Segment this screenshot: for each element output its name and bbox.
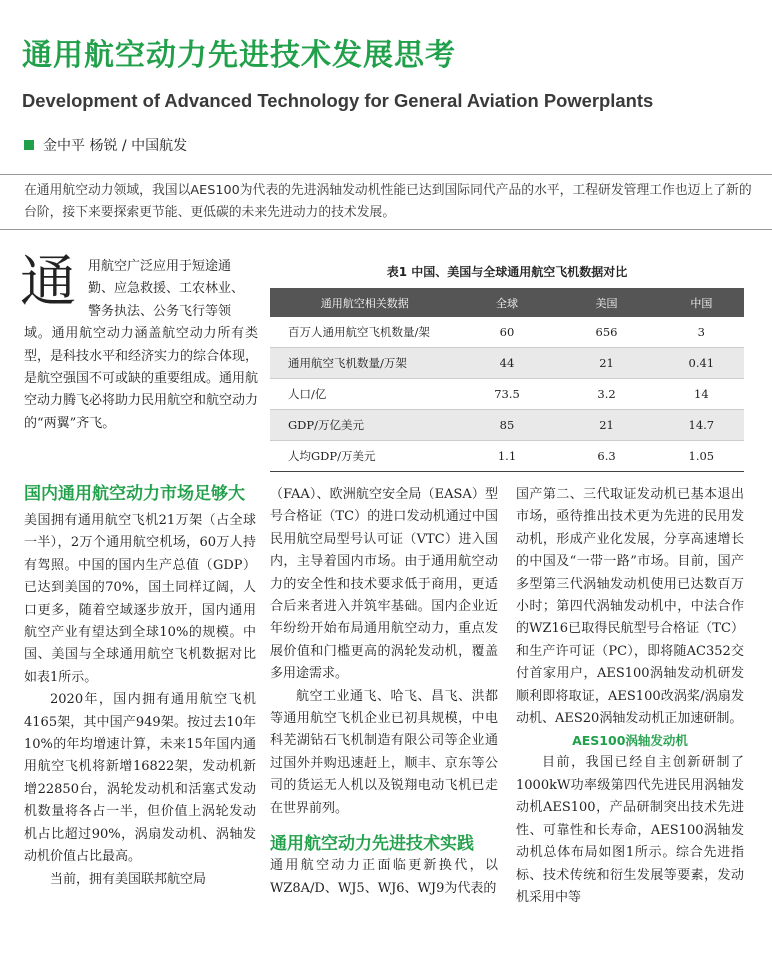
table-cell: GDP/万亿美元: [270, 410, 460, 441]
table-row: [270, 317, 744, 348]
paragraph: 通用航空动力正面临更新换代，以WZ8A/D、WJ5、WJ6、WJ9为代表的: [270, 858, 498, 896]
table-row: [270, 410, 744, 441]
intro-rest: 域。通用航空动力涵盖航空动力所有类型，是科技水平和经济实力的综合体现，是航空强国不可或缺的重要组成。通用航空动力腾飞必将助力民用航空和航空动力的“两翼”齐飞。: [24, 326, 259, 431]
table-cell: 656: [554, 317, 658, 348]
table-header-cell: 全球: [460, 288, 555, 317]
intro-line: 勤、应急救援、工农林业、: [88, 281, 245, 297]
intro-line: 用航空广泛应用于短途通: [88, 259, 232, 274]
table-cell: 1.05: [659, 441, 744, 472]
table-cell: 21: [554, 348, 658, 379]
table-cell: 14.7: [659, 410, 744, 441]
author-line: [24, 135, 187, 155]
table-header-cell: 中国: [659, 288, 744, 317]
column-2: [270, 484, 498, 900]
paragraph: 国产第二、三代取证发动机已基本退出市场，亟待推出技术更为先进的民用发动机，形成产业化发展，分享高速增长的中国及“一带一路”市场。目前，国产多型第三代涡轴发动机使用已达数百万小时；第四代涡轴发动机中，中法合作的WZ16已取得民航型号合格证（TC）和生产许可证（PC），即将随AC352交付首家用户，AES100涡轴发动机研发顺利即将取证，AES100改涡桨/涡扇发动机、AES20涡轴发动机正加速研制。: [516, 487, 744, 727]
table-cell: 1.1: [460, 441, 555, 472]
paragraph: 目前，我国已经自主创新研制了1000kW功率级第四代先进民用涡轴发动机AES100，产品研制突出技术先进性、可靠性和长寿命，AES100涡轴发动机总体布局如图1所示。综合先进指标、技术传统和衍生发展等要素，发动机采用中等: [516, 755, 744, 905]
table-row: [270, 441, 744, 472]
table-header-row: [270, 288, 744, 317]
table-cell: 3: [659, 317, 744, 348]
column-3: [516, 484, 744, 909]
table-cell: 百万人通用航空飞机数量/架: [270, 317, 460, 348]
table-cell: 通用航空飞机数量/万架: [270, 348, 460, 379]
green-square-icon: [24, 140, 34, 150]
intro-paragraph: [24, 256, 258, 435]
table-cell: 60: [460, 317, 555, 348]
subsection-heading-aes100: AES100涡轴发动机: [572, 733, 688, 749]
paragraph: 美国拥有通用航空飞机21万架（占全球一半），2万个通用航空机场，60万人持有驾照。中国的国内生产总值（GDP）已达到美国的70%，国土同样辽阔，人口更多，随着空域逐步放开，国内通用航空产业有望达到全球10%的规模。中国、美国与全球通用航空飞机数据对比如表1所示。: [24, 513, 256, 685]
english-subtitle: Development of Advanced Technology for General Aviation Powerplants: [22, 90, 654, 111]
table-cell: 85: [460, 410, 555, 441]
table-row: [270, 348, 744, 379]
table-header-cell: 通用航空相关数据: [270, 288, 460, 317]
table-cell: 14: [659, 379, 744, 410]
paragraph: （FAA）、欧洲航空安全局（EASA）型号合格证（TC）的进口发动机通过中国民用航空局型号认可证（VTC）进入国内，主导着国内市场。由于通用航空动力的安全性和技术要求低于商用，更适合后来者进入并筑牢基础。国内企业近年纷纷开始布局通用航空动力，重点发展价值和门槛更高的涡轮发动机，覆盖多用途需求。: [270, 487, 498, 682]
table-row: [270, 379, 744, 410]
table-cell: 0.41: [659, 348, 744, 379]
section-heading-practice: 通用航空动力先进技术实践: [270, 834, 474, 855]
paragraph: 航空工业通飞、哈飞、昌飞、洪都等通用航空飞机企业已初具规模，中电科芜湖钻石飞机制造有限公司等企业通过国外并购迅速赶上，顺丰、京东等公司的货运无人机以及锐翔电动飞机已走在世界前列。: [270, 688, 498, 816]
table-cell: 44: [460, 348, 555, 379]
paragraph: 2020年，国内拥有通用航空飞机4165架，其中国产949架。按过去10年10%的年均增速计算，未来15年国内通用航空飞机将新增16822架，发动机新增22850台，涡轮发动机和活塞式发动机数量将各占一半，但价值上涡轮发动机占比超过90%，涡扇发动机、涡轴发动机价值占比最高。: [24, 692, 256, 865]
authors-text: 金中平 杨锐 / 中国航发: [43, 138, 188, 154]
table-cell: 人口/亿: [270, 379, 460, 410]
abstract-box: [0, 174, 772, 230]
table-header-cell: 美国: [554, 288, 658, 317]
data-table: [270, 288, 744, 472]
section-heading-market: 国内通用航空动力市场足够大: [24, 484, 245, 504]
drop-cap: 通: [20, 250, 76, 315]
table-cell: 21: [554, 410, 658, 441]
column-1: [24, 484, 256, 891]
intro-line: 警务执法、公务飞行等领: [88, 303, 232, 319]
table-cell: 6.3: [554, 441, 658, 472]
table-caption: 表1 中国、美国与全球通用航空飞机数据对比: [386, 265, 628, 279]
table-cell: 人均GDP/万美元: [270, 441, 460, 472]
page-title: 通用航空动力先进技术发展思考: [22, 38, 456, 73]
paragraph: 当前，拥有美国联邦航空局: [50, 871, 207, 887]
table-cell: 73.5: [460, 379, 555, 410]
abstract-text: 在通用航空动力领域，我国以AES100为代表的先进涡轴发动机性能已达到国际同代产品的水平，工程研发管理工作也迈上了新的台阶，接下来要探索更节能、更低碳的未来先进动力的技术发展。: [24, 183, 752, 220]
table-cell: 3.2: [554, 379, 658, 410]
